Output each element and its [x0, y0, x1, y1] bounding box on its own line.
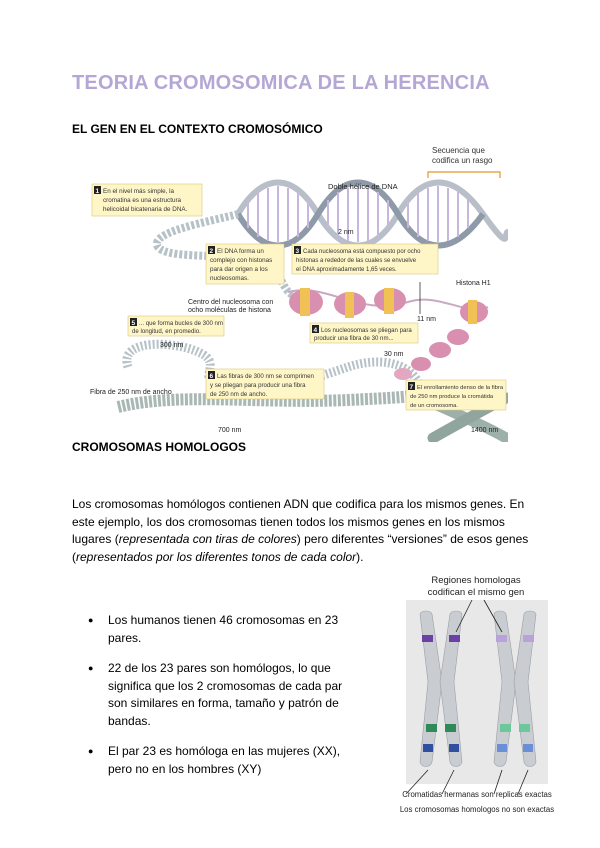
paragraph-part-4: representados por los diferentes tonos de cada color [76, 549, 357, 564]
sequence-label-1: Secuencia que [432, 146, 485, 155]
section-heading-gene: EL GEN EN EL CONTEXTO CROMOSÓMICO [72, 122, 323, 136]
page-title: TEORIA CROMOSOMICA DE LA HERENCIA [72, 72, 490, 94]
callout-3-num: 3 [295, 248, 300, 255]
histone-h1-label: Histona H1 [456, 280, 491, 287]
callout-6-line-2: y se pliegan para producir una fibra [210, 382, 306, 389]
callout-2-line-3: para dar origen a los [210, 266, 268, 273]
callout-5-line-1: ... que forma bucles de 300 nm [139, 320, 224, 327]
chromatin-figure [88, 142, 508, 442]
bullet-list [88, 612, 358, 791]
callout-7-num: 7 [409, 384, 414, 391]
callout-6 [206, 369, 324, 399]
nucleosome-label-1: Centro del nucleosoma con [188, 299, 274, 306]
callout-4-num: 4 [313, 327, 318, 334]
callout-3-line-2: histonas a rededor de las cuales se envuelve [296, 258, 417, 264]
label-700nm: 700 nm [218, 427, 242, 434]
bullet-item: ● Los humanos tienen 46 cromosomas en 23 pares. [88, 612, 358, 647]
label-300nm: 300 nm [160, 342, 184, 349]
callout-5-line-2: de longitud, en promedio. [132, 328, 201, 335]
callout-2-line-4: nucleosomas. [210, 275, 249, 282]
sequence-label-2: codifica un rasgo [432, 156, 493, 165]
callout-7 [406, 380, 506, 410]
callout-1-num: 1 [95, 188, 100, 195]
callout-3-line-3: el DNA aproximadamente 1,65 veces. [296, 267, 397, 273]
callout-5 [128, 316, 224, 336]
callout-7-line-1: El enrollamiento denso de la fibra [417, 385, 504, 391]
paragraph-part-1: Los cromosomas homólogos contienen ADN que codifica para los mismos genes. En este ejemplo, los dos cromosomas tienen todos los mismos genes en los mismos lugares ( [72, 497, 525, 546]
bottom-label-1: Cromatidas hermanas son replicas exactas [402, 790, 552, 799]
bottom-label-2: Los cromosomas homologos no son exactas [399, 805, 555, 814]
callout-2-line-2: complejo con histonas [210, 257, 273, 264]
bullet-item: ● 22 de los 23 pares son homólogos, lo que significa que los 2 cromosomas de cada par son similares en forma, tamaño y patrón de bandas. [88, 660, 358, 730]
callout-4-line-2: producir una fibra de 30 nm... [314, 335, 394, 342]
callout-2 [206, 244, 284, 284]
paragraph-part-2: representada con tiras de colores [118, 532, 297, 546]
callout-7-line-2: de 250 nm produce la cromátida [410, 394, 494, 400]
nucleosome-label-2: ocho moléculas de histona [188, 307, 271, 314]
homologous-chromosomes-figure [398, 572, 556, 820]
callout-2-num: 2 [209, 248, 214, 255]
callout-4-line-1: Los nucleosomas se pliegan para [321, 327, 412, 334]
label-30nm: 30 nm [384, 351, 404, 358]
bullet-item: ● El par 23 es homóloga en las mujeres (XX), pero no en los hombres (XY) [88, 743, 358, 778]
paragraph-part-3: ) pero diferentes “versiones” de esos genes ( [72, 532, 529, 564]
callout-3-line-1: Cada nucleosoma está compuesto por ocho [303, 249, 421, 255]
callout-1-line-1: En el nivel más simple, la [103, 188, 175, 195]
callout-3 [292, 244, 438, 274]
top-label-2: codifican el mismo gen [427, 587, 525, 598]
callout-4 [310, 323, 418, 343]
label-2nm: 2 nm [338, 229, 354, 236]
homologous-paragraph [72, 496, 532, 566]
paragraph-part-5: ). [356, 549, 364, 564]
callout-1-line-2: cromatina es una estructura [103, 197, 182, 204]
callout-1-line-3: helicoidal bicatenaria de DNA. [103, 206, 188, 213]
callout-5-num: 5 [131, 320, 136, 327]
label-1400nm: 1400 nm [471, 427, 499, 434]
dna-helix [238, 183, 508, 246]
section-heading-homologous: CROMOSOMAS HOMOLOGOS [72, 440, 246, 454]
callout-2-line-1: El DNA forma un [217, 248, 264, 255]
callout-6-line-3: de 250 nm de ancho. [210, 391, 268, 398]
callout-6-num: 6 [209, 373, 214, 380]
dna-label: Doble hélice de DNA [328, 182, 398, 191]
top-label-1: Regiones homologas [431, 575, 521, 586]
label-11nm: 11 nm [417, 316, 436, 323]
callout-7-line-3: de un cromosoma. [410, 403, 459, 409]
fiber-250-label: Fibra de 250 nm de ancho [90, 389, 172, 396]
callout-1 [92, 184, 202, 216]
callout-6-line-1: Las fibras de 300 nm se comprimen [217, 373, 314, 380]
